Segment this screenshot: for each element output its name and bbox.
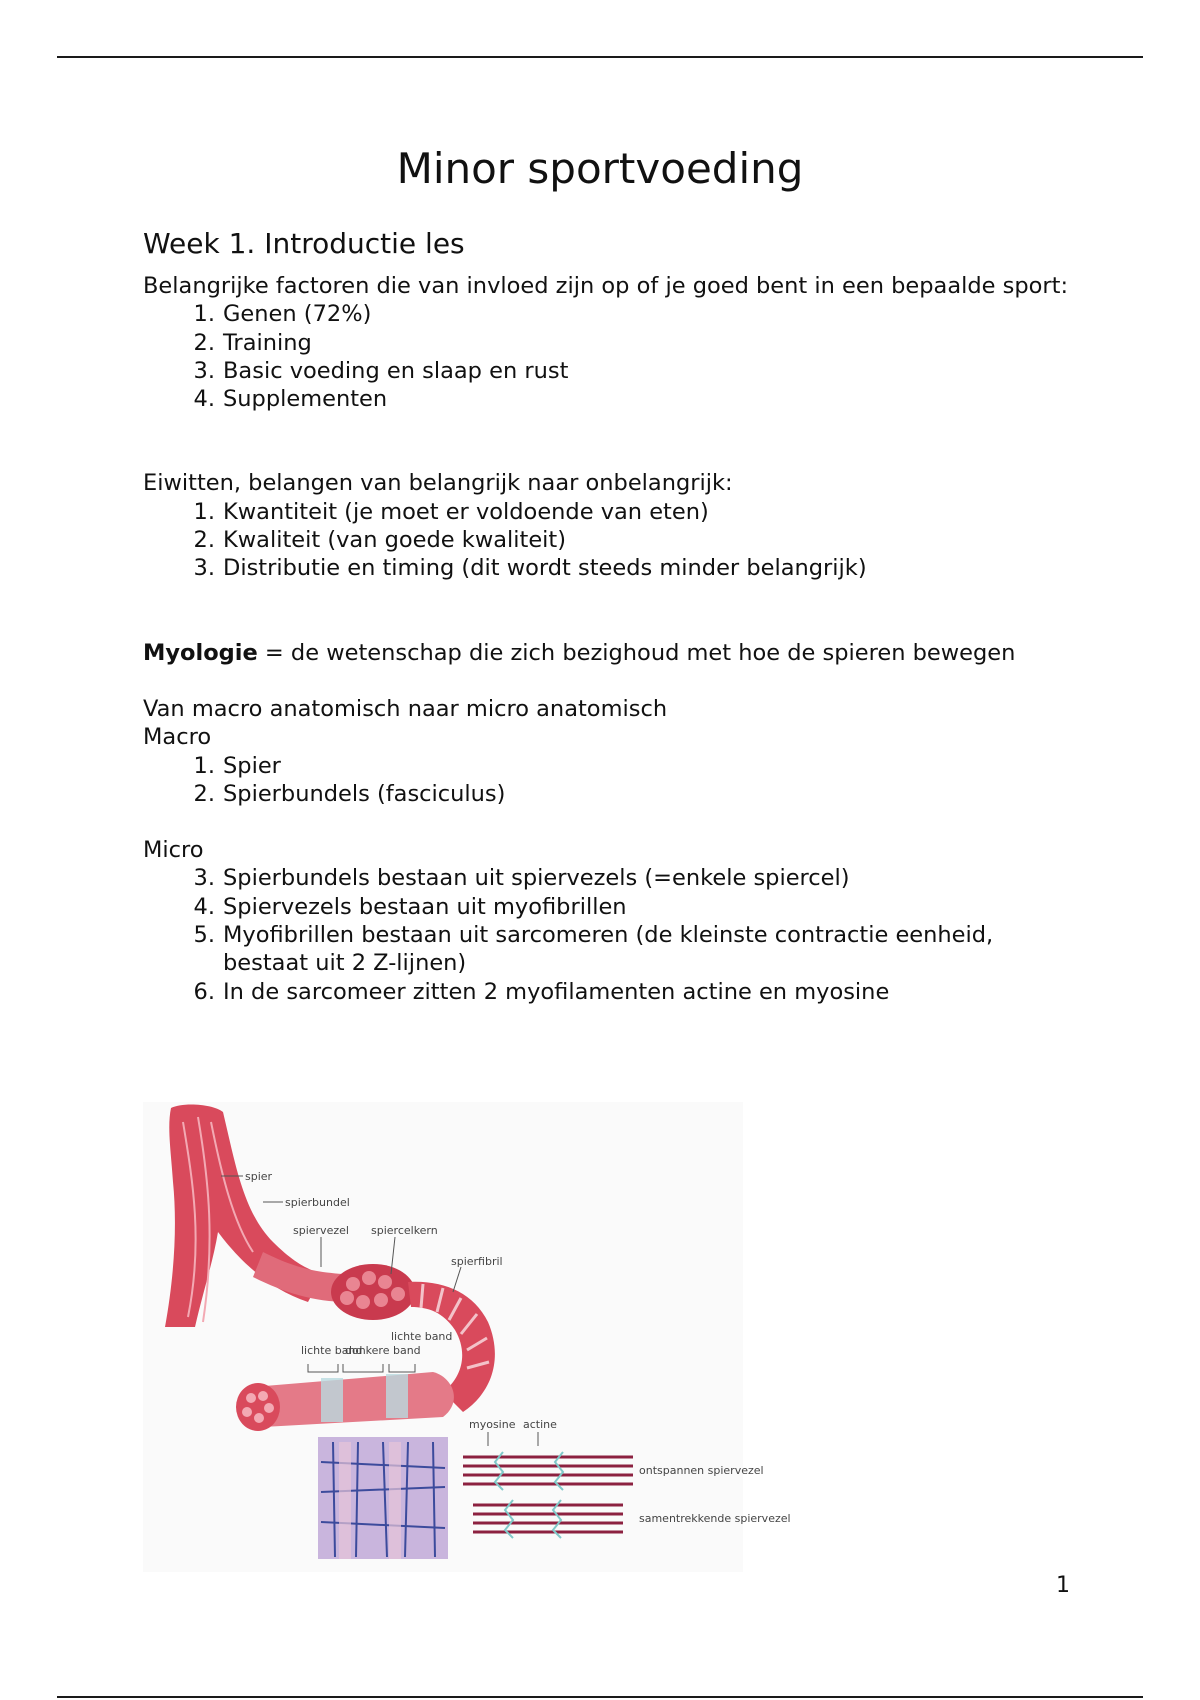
label-spiercelkern: spiercelkern (371, 1224, 438, 1237)
list-item: 3. Basic voeding en slaap en rust (193, 357, 569, 384)
list-item: 4. Spiervezels bestaan uit myofibrillen (193, 893, 627, 920)
list-item: 6. In de sarcomeer zitten 2 myofilamenten actine en myosine (193, 978, 890, 1005)
muscle-diagram (143, 1102, 791, 1572)
factors-list (143, 300, 1073, 413)
list-item: 5. Myofibrillen bestaan uit sarcomeren (de kleinste contractie eenheid, bestaat uit 2 Z-lijnen) (193, 922, 994, 977)
label-spierbundel: spierbundel (285, 1196, 350, 1209)
week-heading: Week 1. Introductie les (143, 227, 465, 260)
list-item: 4. Supplementen (193, 386, 388, 413)
label-spiervezel: spiervezel (293, 1224, 349, 1237)
page-number: 1 (1056, 1573, 1070, 1598)
label-lichte-band-2: lichte band (391, 1330, 453, 1343)
label-donkere-band: donkere band (345, 1344, 421, 1357)
relaxed-sarcomere (463, 1457, 633, 1484)
footer-rule (57, 1696, 1143, 1698)
protein-intro: Eiwitten, belangen van belangrijk naar onbelangrijk: (143, 470, 733, 497)
label-ontspannen: ontspannen spiervezel (639, 1464, 764, 1477)
label-myosine: myosine (469, 1418, 516, 1431)
macro-list (143, 752, 1073, 809)
list-item: 3. Distributie en timing (dit wordt steeds minder belangrijk) (193, 555, 867, 582)
myofibril-shape (253, 1372, 454, 1427)
micro-list (143, 864, 1073, 1005)
label-spierfibril: spierfibril (451, 1255, 503, 1268)
muscle-anatomy-figure (143, 1102, 791, 1572)
list-item: 1. Genen (72%) (193, 301, 372, 328)
myology-definition: Myologie = de wetenschap die zich bezighoud met hoe de spieren bewegen (143, 639, 1016, 666)
macro-micro-intro: Van macro anatomisch naar micro anatomisch (143, 695, 668, 722)
document-title: Minor sportvoeding (396, 144, 804, 193)
label-samentrekkende: samentrekkende spiervezel (639, 1512, 791, 1525)
label-lichte-band-1: lichte band (301, 1344, 363, 1357)
myology-term: Myologie (143, 639, 258, 666)
macro-label: Macro (143, 724, 212, 751)
list-item: 2. Kwaliteit (van goede kwaliteit) (193, 527, 567, 554)
label-spier: spier (245, 1170, 273, 1183)
list-item: 2. Training (193, 329, 312, 356)
list-item: 3. Spierbundels bestaan uit spiervezels (=enkele spiercel) (193, 865, 850, 892)
protein-list (143, 498, 1073, 583)
intro-text: Belangrijke factoren die van invloed zijn op of je goed bent in een bepaalde sport: (143, 273, 1069, 299)
list-item: 2. Spierbundels (fasciculus) (193, 780, 506, 807)
micro-label: Micro (143, 837, 204, 864)
list-item: 1. Kwantiteit (je moet er voldoende van eten) (193, 498, 709, 525)
document-body (143, 226, 1073, 1006)
list-item: 1. Spier (193, 752, 281, 779)
header-rule (57, 56, 1143, 58)
label-actine: actine (523, 1418, 557, 1431)
contracted-sarcomere (473, 1505, 623, 1532)
